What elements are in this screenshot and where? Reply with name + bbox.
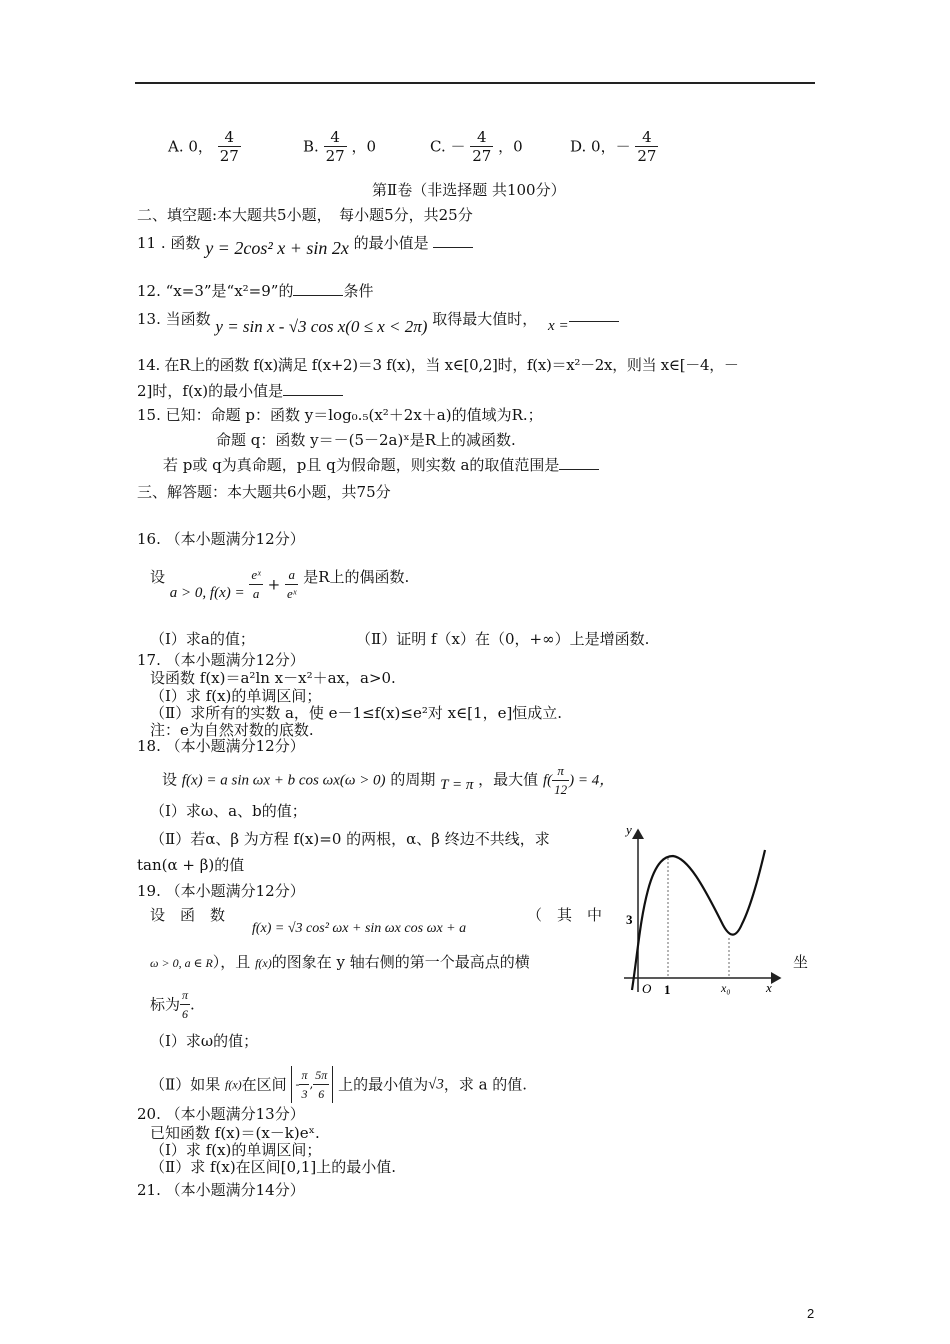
q13-answer-blank[interactable]	[569, 321, 619, 322]
question-15-line1: 15. 已知：命题 p：函数 y＝log₀.₅(x²＋2x＋a)的值域为R.；	[137, 406, 543, 424]
q19-interval: - $\frac{\pi}{3}$ , $\frac{5\pi}{6}$	[291, 1066, 333, 1103]
question-19-formula: f(x) = √3 cos² ωx + sin ωx cos ωx + a	[252, 921, 467, 936]
option-c: C. － $\frac{4}{27}$ ，0	[430, 128, 523, 165]
fill-heading: 二、填空题:本大题共5小题， 每小题5分，共25分	[137, 206, 473, 224]
tick-x0: x₀	[721, 981, 731, 995]
question-19-line1a: 设 函 数	[150, 906, 226, 924]
q12-answer-blank[interactable]	[293, 295, 343, 296]
header-rule	[135, 82, 815, 84]
option-d-fraction: $\frac{4}{27}$	[637, 128, 657, 165]
q11-formula: y = 2cos² x + sin 2x	[205, 238, 349, 258]
q13-formula: y = sin x - √3 cos x(0 ≤ x < 2π)	[215, 317, 428, 336]
tick-1: 1	[664, 982, 671, 997]
question-19-part2: （Ⅱ）如果 f(x)在区间 - $\frac{\pi}{3}$ , $\frac{5\pi}{6}$ 上的最小值为√3，求 a 的值.	[150, 1068, 528, 1101]
question-17-line1: 设函数 f(x)＝a²ln x－x²＋ax，a>0.	[150, 669, 396, 687]
question-19-line2: ω > 0, a ∈ R），且 f(x)的图象在 y 轴右侧的第一个最高点的横	[150, 953, 530, 971]
question-20-line1: 已知函数 f(x)＝(x－k)eˣ.	[150, 1124, 320, 1142]
option-c-fraction: $\frac{4}{27}$	[472, 128, 492, 165]
question-18-line4: tan(α + β)的值	[137, 856, 245, 874]
section2-title: 第Ⅱ卷（非选择题 共100分）	[372, 181, 566, 199]
question-14-line1: 14. 在R上的函数 f(x)满足 f(x+2)＝3 f(x)，当 x∈[0,2]时，f(x)＝x²－2x，则当 x∈[－4，－	[137, 356, 739, 374]
answer-heading: 三、解答题：本大题共6小题，共75分	[137, 483, 391, 501]
question-18-line1: 设 f(x) = a sin ωx + b cos ωx(ω > 0) 的周期 T = π ，最大值 f( $\frac{\pi}{12}$ ) = 4，	[162, 763, 615, 797]
question-16-title: 16. （本小题满分12分）	[137, 530, 305, 548]
question-11: 11 . 函数 y = 2cos² x + sin 2x 的最小值是	[137, 233, 473, 252]
question-16-part2: （Ⅱ）证明 f（x）在（0，+∞）上是增函数.	[356, 630, 650, 648]
question-17-line2: （Ⅰ）求 f(x)的单调区间；	[150, 687, 322, 705]
option-a: A. 0， $\frac{4}{27}$	[168, 128, 239, 165]
question-16-setup: 设 a > 0, f(x) = $\frac{\text{eˣ}}{a}$ + $\frac{a}{\text{eˣ}}$ 是R上的偶函数.	[150, 567, 410, 601]
x-axis-label: x	[766, 980, 772, 995]
question-12: 12. “x=3”是“x²=9”的 条件	[137, 282, 374, 300]
question-17-line3: （Ⅱ）求所有的实数 a，使 e－1≤f(x)≤e²对 x∈[1，e]恒成立.	[150, 704, 563, 722]
option-d: D. 0，－ $\frac{4}{27}$	[570, 128, 657, 165]
page-number: 2	[807, 1306, 815, 1321]
function-graph	[618, 820, 788, 1000]
q19-fraction: $\frac{\pi}{6}$	[182, 988, 189, 1021]
question-15-line2: 命题 q：函数 y＝－(5－2a)ˣ是R上的减函数.	[216, 431, 516, 449]
question-21-title: 21. （本小题满分14分）	[137, 1181, 305, 1199]
question-16-part1: （Ⅰ）求a的值；	[150, 630, 255, 648]
option-b-fraction: $\frac{4}{27}$	[325, 128, 345, 165]
question-20-line3: （Ⅱ）求 f(x)在区间[0,1]上的最小值.	[150, 1158, 397, 1176]
question-18-title: 18. （本小题满分12分）	[137, 737, 305, 755]
question-19-title: 19. （本小题满分12分）	[137, 882, 305, 900]
question-14-line2: 2]时，f(x)的最小值是	[137, 382, 343, 400]
y-axis-label: y	[626, 822, 632, 837]
option-a-fraction: $\frac{4}{27}$	[219, 128, 239, 165]
question-19-part1: （Ⅰ）求ω的值；	[150, 1032, 259, 1050]
question-17-title: 17. （本小题满分12分）	[137, 651, 305, 669]
q14-answer-blank[interactable]	[283, 395, 343, 396]
question-19-line2e: 坐	[793, 953, 809, 971]
curve	[632, 850, 765, 990]
question-15-line3: 若 p或 q为真命题，p且 q为假命题，则实数 a的取值范围是	[163, 456, 599, 474]
question-19-line3: 标为 $\frac{\pi}{6}$ .	[150, 988, 195, 1021]
question-19-line1c: （ 其 中	[527, 906, 603, 924]
q15-answer-blank[interactable]	[559, 469, 599, 470]
q11-answer-blank[interactable]	[433, 247, 473, 248]
origin-label: O	[642, 981, 652, 996]
tick-3: 3	[626, 912, 633, 927]
question-13: 13. 当函数 y = sin x - √3 cos x(0 ≤ x < 2π) 取得最大值时， x =	[137, 310, 619, 329]
q16-fraction-1: $\frac{\text{eˣ}}{a}$	[251, 567, 261, 601]
question-18-line3: （Ⅱ）若α、β 为方程 f(x)=0 的两根，α、β 终边不共线，求	[150, 830, 550, 848]
question-17-line4: 注：e为自然对数的底数.	[150, 721, 314, 739]
question-20-title: 20. （本小题满分13分）	[137, 1105, 305, 1123]
q16-fraction-2: $\frac{a}{\text{eˣ}}$	[286, 567, 297, 601]
option-b: B. $\frac{4}{27}$ ，0	[303, 128, 376, 165]
q18-fraction: $\frac{\pi}{12}$	[554, 763, 568, 797]
question-18-line2: （Ⅰ）求ω、a、b的值；	[150, 802, 307, 820]
question-20-line2: （Ⅰ）求 f(x)的单调区间；	[150, 1141, 322, 1159]
